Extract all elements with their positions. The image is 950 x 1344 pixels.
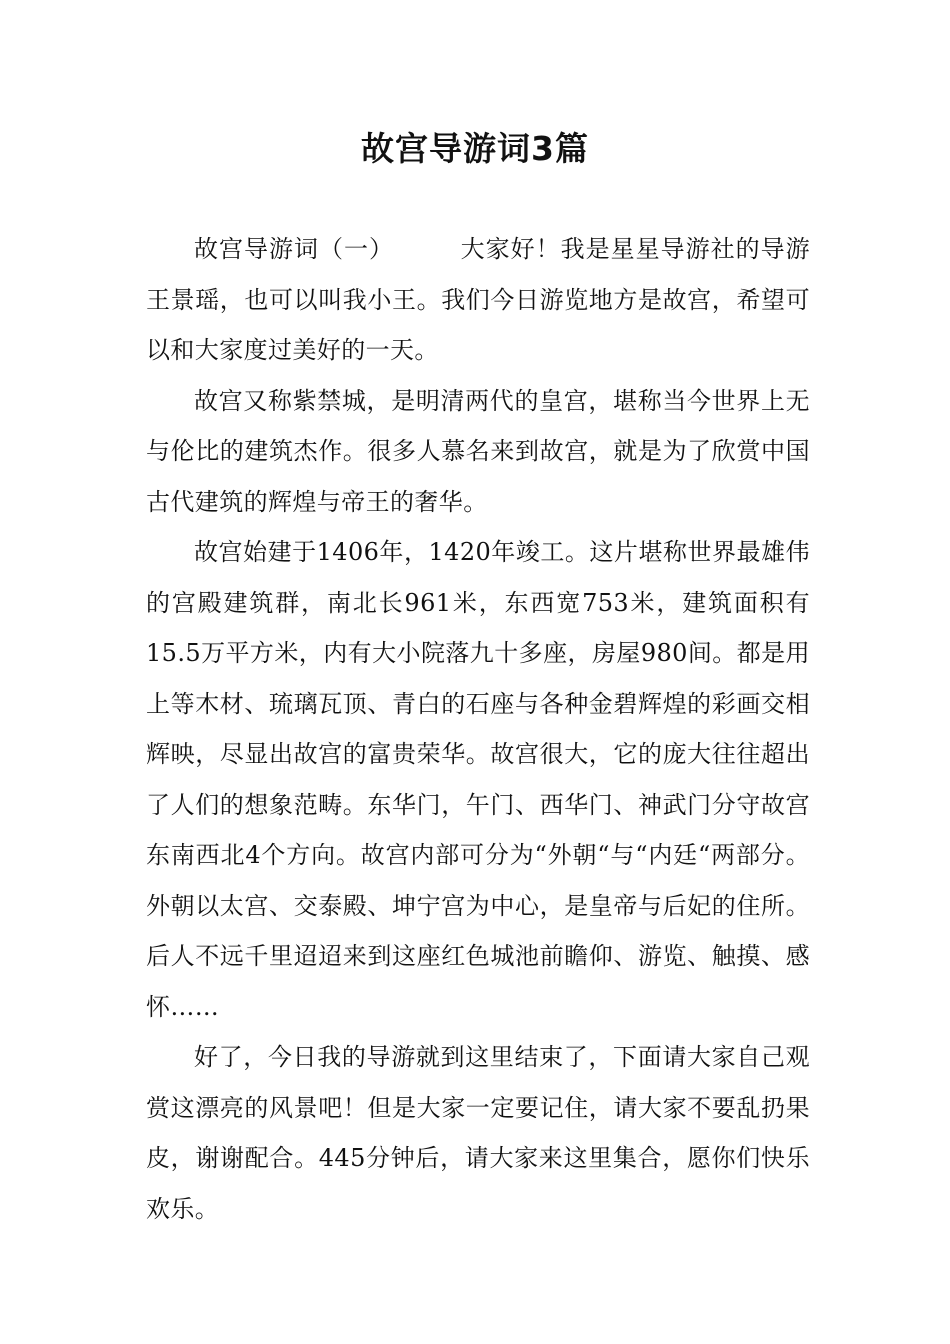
paragraph-1-text: 大家好！我是星星导游社的导游王景瑶，也可以叫我小王。我们今日游览地方是故宫，希望可以和大家度过美好的一天。 [146, 235, 810, 364]
paragraph-2: 故宫又称紫禁城，是明清两代的皇宫，堪称当今世界上无与伦比的建筑杰作。很多人慕名来到故宫，就是为了欣赏中国古代建筑的辉煌与帝王的奢华。 [146, 386, 810, 516]
paragraph-1-lead: 故宫导游词（一） [194, 235, 394, 263]
document-body [146, 224, 810, 1234]
paragraph-4: 好了，今日我的导游就到这里结束了，下面请大家自己观赏这漂亮的风景吧！但是大家一定要记住，请大家不要乱扔果皮，谢谢配合。445分钟后，请大家来这里集合，愿你们快乐欢乐。 [146, 1043, 810, 1223]
document-title: 故宫导游词3篇 [361, 129, 589, 168]
paragraph-1 [146, 224, 810, 376]
paragraph-3: 故宫始建于1406年，1420年竣工。这片堪称世界最雄伟的宫殿建筑群，南北长961米，东西宽753米，建筑面积有15.5万平方米，内有大小院落九十多座，房屋980间。都是用上等木材、琉璃瓦顶、青白的石座与各种金碧辉煌的彩画交相辉映，尽显出故宫的富贵荣华。故宫很大，它的庞大往往超出了人们的想象范畴。东华门，午门、西华门、神武门分守故宫东南西北4个方向。故宫内部可分为“外朝“与“内廷“两部分。外朝以太宫、交泰殿、坤宁宫为中心，是皇帝与后妃的住所。后人不远千里迢迢来到这座红色城池前瞻仰、游览、触摸、感怀…… [146, 538, 810, 1021]
